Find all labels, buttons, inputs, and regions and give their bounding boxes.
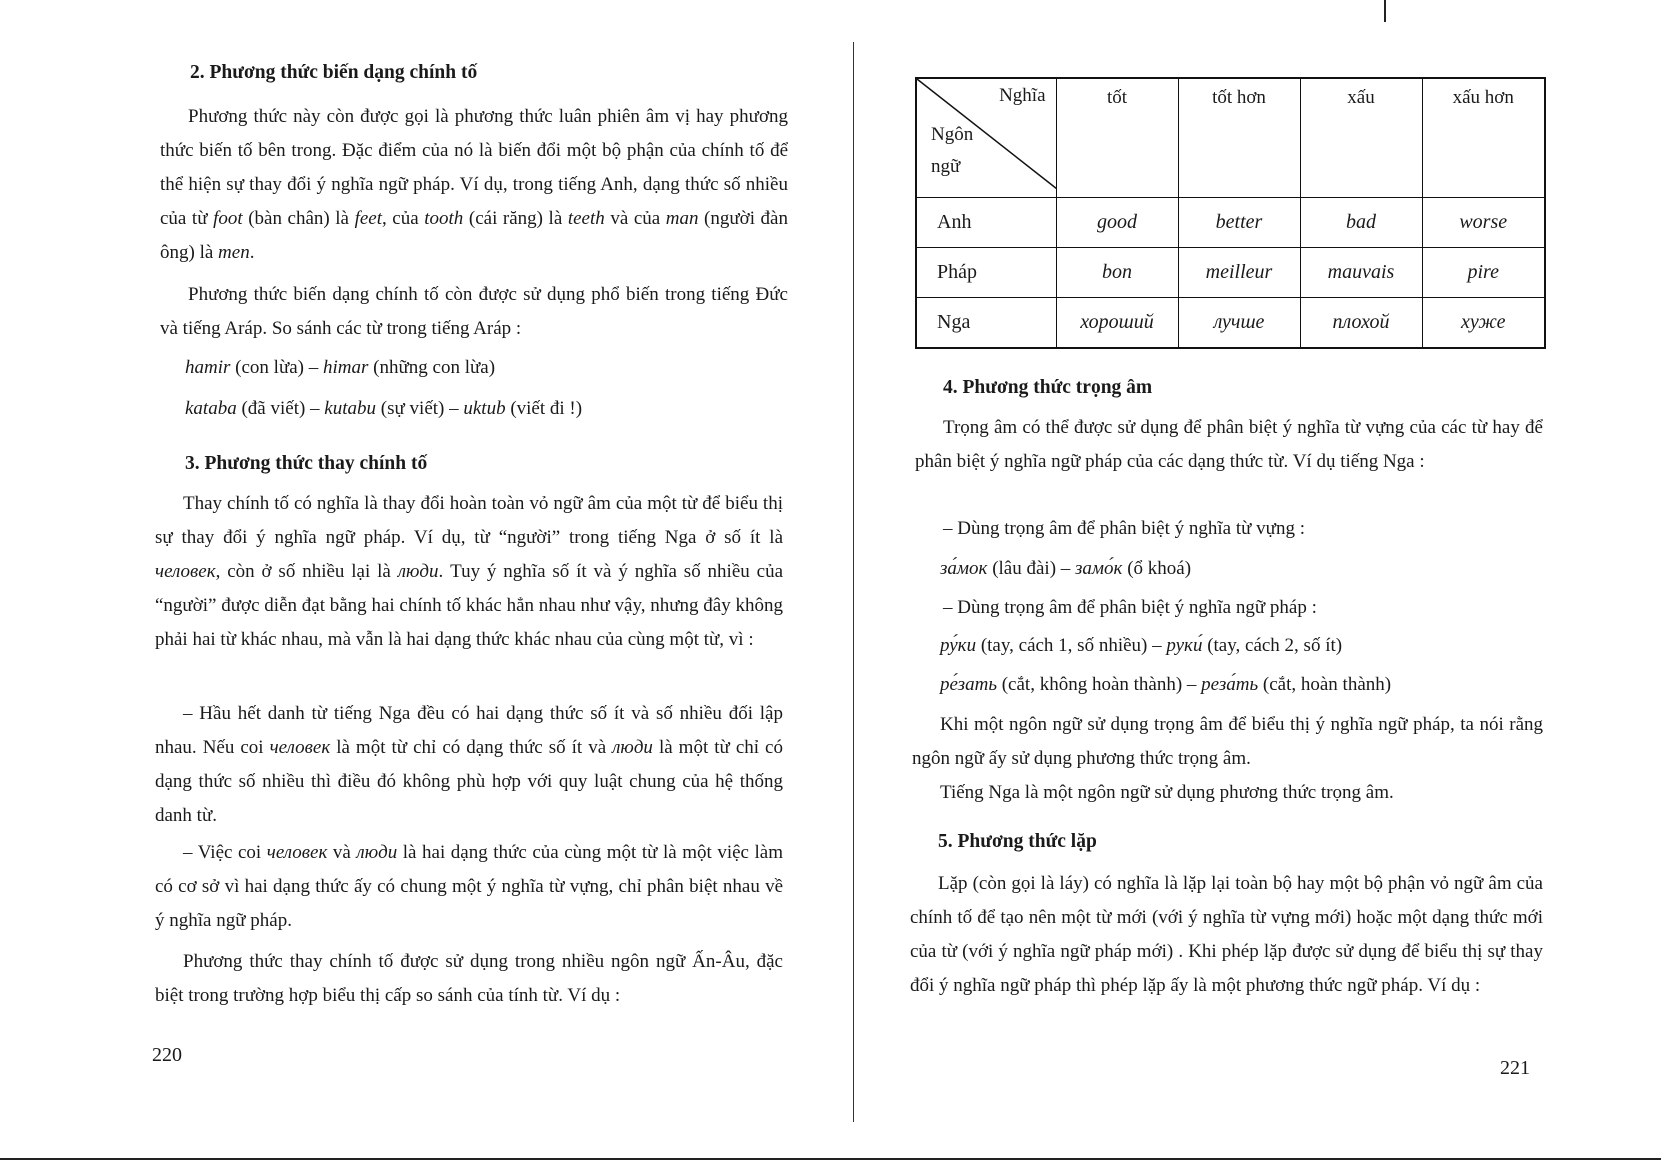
- section-2-heading: 2. Phương thức biến dạng chính tố: [190, 62, 478, 83]
- arabic-example-2: kataba (đã viết) – kutabu (sự viết) – uktub (viết đi !): [185, 398, 583, 419]
- table-cell: good: [1056, 198, 1178, 248]
- table-cell: хороший: [1056, 298, 1178, 349]
- section-3-paragraph-2: – Hầu hết danh từ tiếng Nga đều có hai dạng thức số ít và số nhiều đối lập nhau. Nếu coi человек là một từ chỉ có dạng thức số ít và люди là một từ chỉ có dạng thức số nhiều thì điều đó không phù hợp với quy luật chung của hệ thống danh từ.: [155, 703, 783, 826]
- arabic-example-1: hamir (con lừa) – himar (những con lừa): [185, 357, 496, 378]
- column-header: xấu: [1300, 78, 1422, 198]
- section-2-paragraph-2: Phương thức biến dạng chính tố còn được sử dụng phổ biến trong tiếng Đức và tiếng Aráp. So sánh các từ trong tiếng Aráp :: [160, 284, 788, 339]
- table-corner-cell: [916, 78, 1056, 198]
- column-header: tốt hơn: [1178, 78, 1300, 198]
- section-4-paragraph-3: – Dùng trọng âm để phân biệt ý nghĩa ngữ pháp :: [943, 597, 1317, 618]
- table-cell: better: [1178, 198, 1300, 248]
- section-4-paragraph-5: Tiếng Nga là một ngôn ngữ sử dụng phương thức trọng âm.: [940, 782, 1394, 803]
- section-3-paragraph-1: Thay chính tố có nghĩa là thay đổi hoàn toàn vỏ ngữ âm của một từ để biểu thị sự thay đổi ý nghĩa ngữ pháp. Ví dụ, từ “người” trong tiếng Nga ở số ít là человек, còn ở số nhiều lại là люди. Tuy ý nghĩa số ít và ý nghĩa số nhiều của “người” được diễn đạt bằng hai chính tố khác hẳn nhau như vậy, nhưng đây không phải hai từ khác nhau, mà vẫn là hai dạng thức khác nhau của cùng một từ, vì :: [155, 493, 784, 650]
- column-header: tốt: [1056, 78, 1178, 198]
- section-4-heading: 4. Phương thức trọng âm: [943, 377, 1153, 398]
- page-number-right: 221: [1500, 1057, 1530, 1079]
- section-5-heading: 5. Phương thức lặp: [938, 831, 1097, 852]
- row-language: Pháp: [916, 248, 1056, 298]
- table-row: [916, 198, 1545, 248]
- table-cell: плохой: [1300, 298, 1422, 349]
- section-2-paragraph-1: Phương thức này còn được gọi là phương thức luân phiên âm vị hay phương thức biến tố bên trong. Đặc điểm của nó là biến đổi một bộ phận của chính tố để thể hiện sự thay đổi ý nghĩa ngữ pháp. Ví dụ, trong tiếng Anh, dạng thức số nhiều của từ foot (bàn chân) là feet, của tooth (cái răng) là teeth và của man (người đàn ông) là men.: [160, 106, 788, 263]
- table-cell: хуже: [1422, 298, 1545, 349]
- section-5-paragraph-1: Lặp (còn gọi là láy) có nghĩa là lặp lại toàn bộ hay một bộ phận vỏ ngữ âm của chính tố để tạo nên một từ mới (với ý nghĩa từ vựng mới) hoặc một dạng thức mới của từ (với ý nghĩa ngữ pháp mới) . Khi phép lặp được sử dụng để biểu thị sự thay đổi ý nghĩa ngữ pháp thì phép lặp ấy là một phương thức ngữ pháp. Ví dụ :: [910, 873, 1543, 996]
- table-cell: bon: [1056, 248, 1178, 298]
- russian-example-2: ру́ки (tay, cách 1, số nhiều) – руки́ (tay, cách 2, số ít): [940, 635, 1343, 656]
- row-language: Anh: [916, 198, 1056, 248]
- section-4-paragraph-4: Khi một ngôn ngữ sử dụng trọng âm để biểu thị ý nghĩa ngữ pháp, ta nói rằng ngôn ngữ ấy sử dụng phương thức trọng âm.: [912, 714, 1543, 769]
- table-cell: bad: [1300, 198, 1422, 248]
- table-cell: meilleur: [1178, 248, 1300, 298]
- table-header-row: [916, 78, 1545, 198]
- section-4-paragraph-2: – Dùng trọng âm để phân biệt ý nghĩa từ vựng :: [943, 518, 1306, 539]
- column-header: xấu hơn: [1422, 78, 1545, 198]
- row-language: Nga: [916, 298, 1056, 349]
- table-row: [916, 248, 1545, 298]
- corner-label-language: Ngôn ngữ: [931, 124, 974, 177]
- section-3-paragraph-4: Phương thức thay chính tố được sử dụng trong nhiều ngôn ngữ Ấn-Âu, đặc biệt trong trường hợp biểu thị cấp so sánh của tính từ. Ví dụ :: [155, 951, 783, 1006]
- table-cell: mauvais: [1300, 248, 1422, 298]
- table-cell: лучше: [1178, 298, 1300, 349]
- russian-example-3: ре́зать (cắt, không hoàn thành) – реза́ть (cắt, hoàn thành): [940, 674, 1392, 695]
- section-4-paragraph-1: Trọng âm có thể được sử dụng để phân biệt ý nghĩa từ vựng của các từ hay để phân biệt ý nghĩa ngữ pháp của các dạng thức từ. Ví dụ tiếng Nga :: [915, 417, 1543, 472]
- table-cell: worse: [1422, 198, 1545, 248]
- page-number-left: 220: [152, 1044, 182, 1066]
- table-cell: pire: [1422, 248, 1545, 298]
- corner-label-meaning: Nghĩa: [999, 85, 1046, 106]
- table-row: [916, 298, 1545, 349]
- section-3-paragraph-3: – Việc coi человек và люди là hai dạng thức của cùng một từ là một việc làm có cơ sở vì hai dạng thức ấy có chung một ý nghĩa từ vựng, chỉ phân biệt nhau về ý nghĩa ngữ pháp.: [155, 842, 784, 931]
- russian-example-1: за́мок (lâu đài) – замо́к (ổ khoá): [940, 558, 1192, 579]
- section-3-heading: 3. Phương thức thay chính tố: [185, 453, 428, 474]
- comparison-table: [915, 77, 1546, 349]
